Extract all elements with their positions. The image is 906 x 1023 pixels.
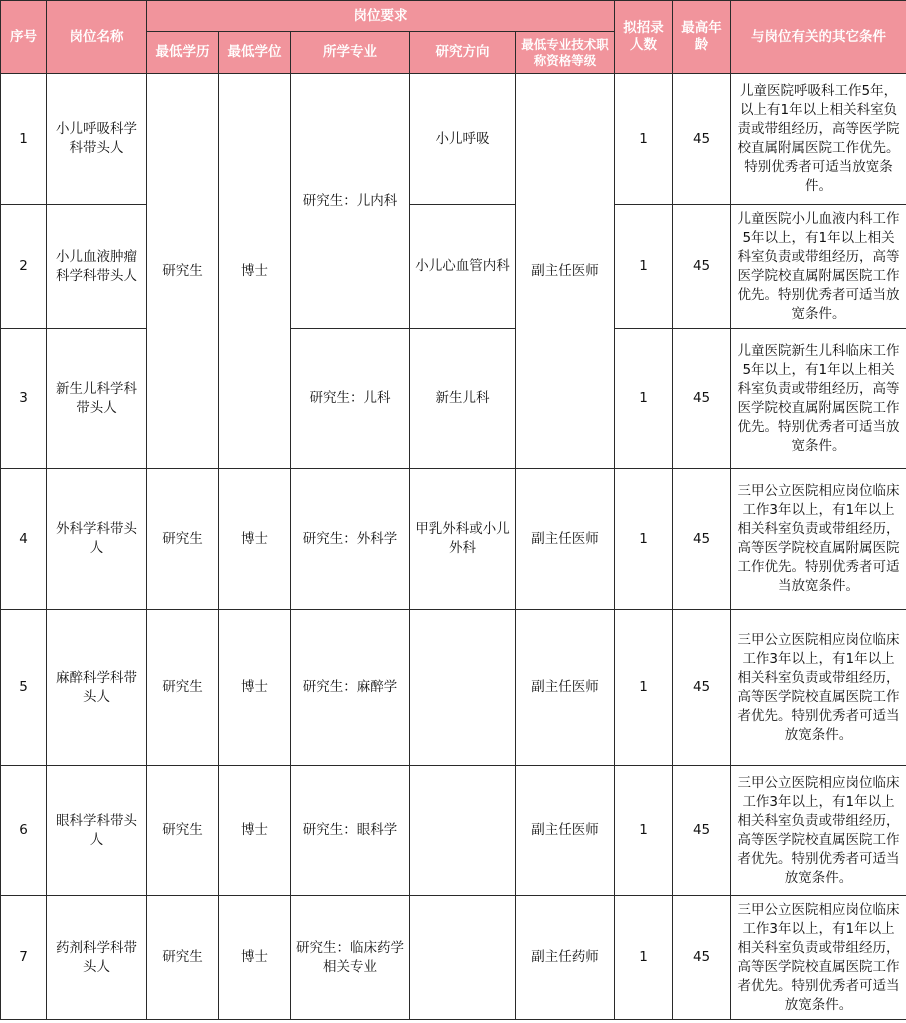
- header-min-education: 最低学历: [147, 32, 219, 74]
- row-major: 研究生：临床药学相关专业: [291, 896, 410, 1020]
- row-post-name: 眼科学科带头人: [47, 766, 147, 896]
- row-research: [410, 766, 516, 896]
- table-row: [1, 205, 906, 329]
- row-max-age: 45: [673, 74, 731, 205]
- row-research: 小儿呼吸: [410, 74, 516, 205]
- row-degree: 博士: [219, 896, 291, 1020]
- row-post-name: 小儿血液肿瘤科学科带头人: [47, 205, 147, 329]
- row-max-age: 45: [673, 896, 731, 1020]
- header-min-degree: 最低学位: [219, 32, 291, 74]
- table-row: [1, 766, 906, 896]
- row-other-conditions: 三甲公立医院相应岗位临床工作3年以上，有1年以上相关科室负责或带组经历，高等医学院校直属医院工作者优先。特别优秀者可适当放宽条件。: [731, 896, 906, 1020]
- row-seq: 2: [1, 205, 47, 329]
- row-max-age: 45: [673, 469, 731, 610]
- header-seq: 序号: [1, 1, 47, 74]
- table-row: [1, 896, 906, 1020]
- row-title-level: 副主任医师: [516, 469, 615, 610]
- row-major: 研究生：麻醉学: [291, 610, 410, 766]
- row-major: 研究生：儿内科: [291, 74, 410, 329]
- row-research: 小儿心血管内科: [410, 205, 516, 329]
- row-seq: 4: [1, 469, 47, 610]
- row-title-level: 副主任医师: [516, 766, 615, 896]
- row-max-age: 45: [673, 329, 731, 469]
- row-seq: 3: [1, 329, 47, 469]
- row-max-age: 45: [673, 205, 731, 329]
- header-research: 研究方向: [410, 32, 516, 74]
- row-post-name: 小儿呼吸科学科带头人: [47, 74, 147, 205]
- row-headcount: 1: [615, 610, 673, 766]
- row-research: 甲乳外科或小儿外科: [410, 469, 516, 610]
- row-headcount: 1: [615, 766, 673, 896]
- row-other-conditions: 儿童医院小儿血液内科工作5年以上，有1年以上相关科室负责或带组经历，高等医学院校直属附属医院工作优先。特别优秀者可适当放宽条件。: [731, 205, 906, 329]
- header-title-level: 最低专业技术职称资格等级: [516, 32, 615, 74]
- row-education: 研究生: [147, 610, 219, 766]
- table-row: [1, 329, 906, 469]
- row-major: 研究生：眼科学: [291, 766, 410, 896]
- row-max-age: 45: [673, 610, 731, 766]
- row-research: [410, 610, 516, 766]
- row-headcount: 1: [615, 205, 673, 329]
- row-education: 研究生: [147, 74, 219, 469]
- row-headcount: 1: [615, 74, 673, 205]
- row-seq: 6: [1, 766, 47, 896]
- row-post-name: 药剂科学科带头人: [47, 896, 147, 1020]
- row-other-conditions: 儿童医院呼吸科工作5年，以上有1年以上相关科室负责或带组经历，高等医学院校直属附属医院工作优先。特别优秀者可适当放宽条件。: [731, 74, 906, 205]
- header-requirements: 岗位要求: [147, 1, 615, 32]
- header-major: 所学专业: [291, 32, 410, 74]
- row-other-conditions: 儿童医院新生儿科临床工作5年以上，有1年以上相关科室负责或带组经历，高等医学院校直属附属医院工作优先。特别优秀者可适当放宽条件。: [731, 329, 906, 469]
- header-max-age: 最高年龄: [673, 1, 731, 74]
- row-headcount: 1: [615, 469, 673, 610]
- row-headcount: 1: [615, 896, 673, 1020]
- row-seq: 1: [1, 74, 47, 205]
- row-title-level: 副主任医师: [516, 74, 615, 469]
- row-degree: 博士: [219, 469, 291, 610]
- row-research: 新生儿科: [410, 329, 516, 469]
- row-major: 研究生：儿科: [291, 329, 410, 469]
- row-max-age: 45: [673, 766, 731, 896]
- header-post-name: 岗位名称: [47, 1, 147, 74]
- row-seq: 7: [1, 896, 47, 1020]
- row-degree: 博士: [219, 610, 291, 766]
- row-other-conditions: 三甲公立医院相应岗位临床工作3年以上，有1年以上相关科室负责或带组经历，高等医学院校直属医院工作者优先。特别优秀者可适当放宽条件。: [731, 766, 906, 896]
- row-education: 研究生: [147, 896, 219, 1020]
- row-title-level: 副主任医师: [516, 610, 615, 766]
- row-post-name: 外科学科带头人: [47, 469, 147, 610]
- row-post-name: 新生儿科学科带头人: [47, 329, 147, 469]
- header-headcount: 拟招录人数: [615, 1, 673, 74]
- header-other-conditions: 与岗位有关的其它条件: [731, 1, 906, 74]
- row-degree: 博士: [219, 74, 291, 469]
- row-other-conditions: 三甲公立医院相应岗位临床工作3年以上，有1年以上相关科室负责或带组经历，高等医学院校直属附属医院工作优先。特别优秀者可适当放宽条件。: [731, 469, 906, 610]
- row-title-level: 副主任药师: [516, 896, 615, 1020]
- table-row: [1, 610, 906, 766]
- row-other-conditions: 三甲公立医院相应岗位临床工作3年以上，有1年以上相关科室负责或带组经历，高等医学院校直属医院工作者优先。特别优秀者可适当放宽条件。: [731, 610, 906, 766]
- row-major: 研究生：外科学: [291, 469, 410, 610]
- row-degree: 博士: [219, 766, 291, 896]
- table-row: [1, 469, 906, 610]
- row-education: 研究生: [147, 469, 219, 610]
- row-headcount: 1: [615, 329, 673, 469]
- row-seq: 5: [1, 610, 47, 766]
- row-research: [410, 896, 516, 1020]
- row-post-name: 麻醉科学科带头人: [47, 610, 147, 766]
- table-row: [1, 74, 906, 205]
- row-education: 研究生: [147, 766, 219, 896]
